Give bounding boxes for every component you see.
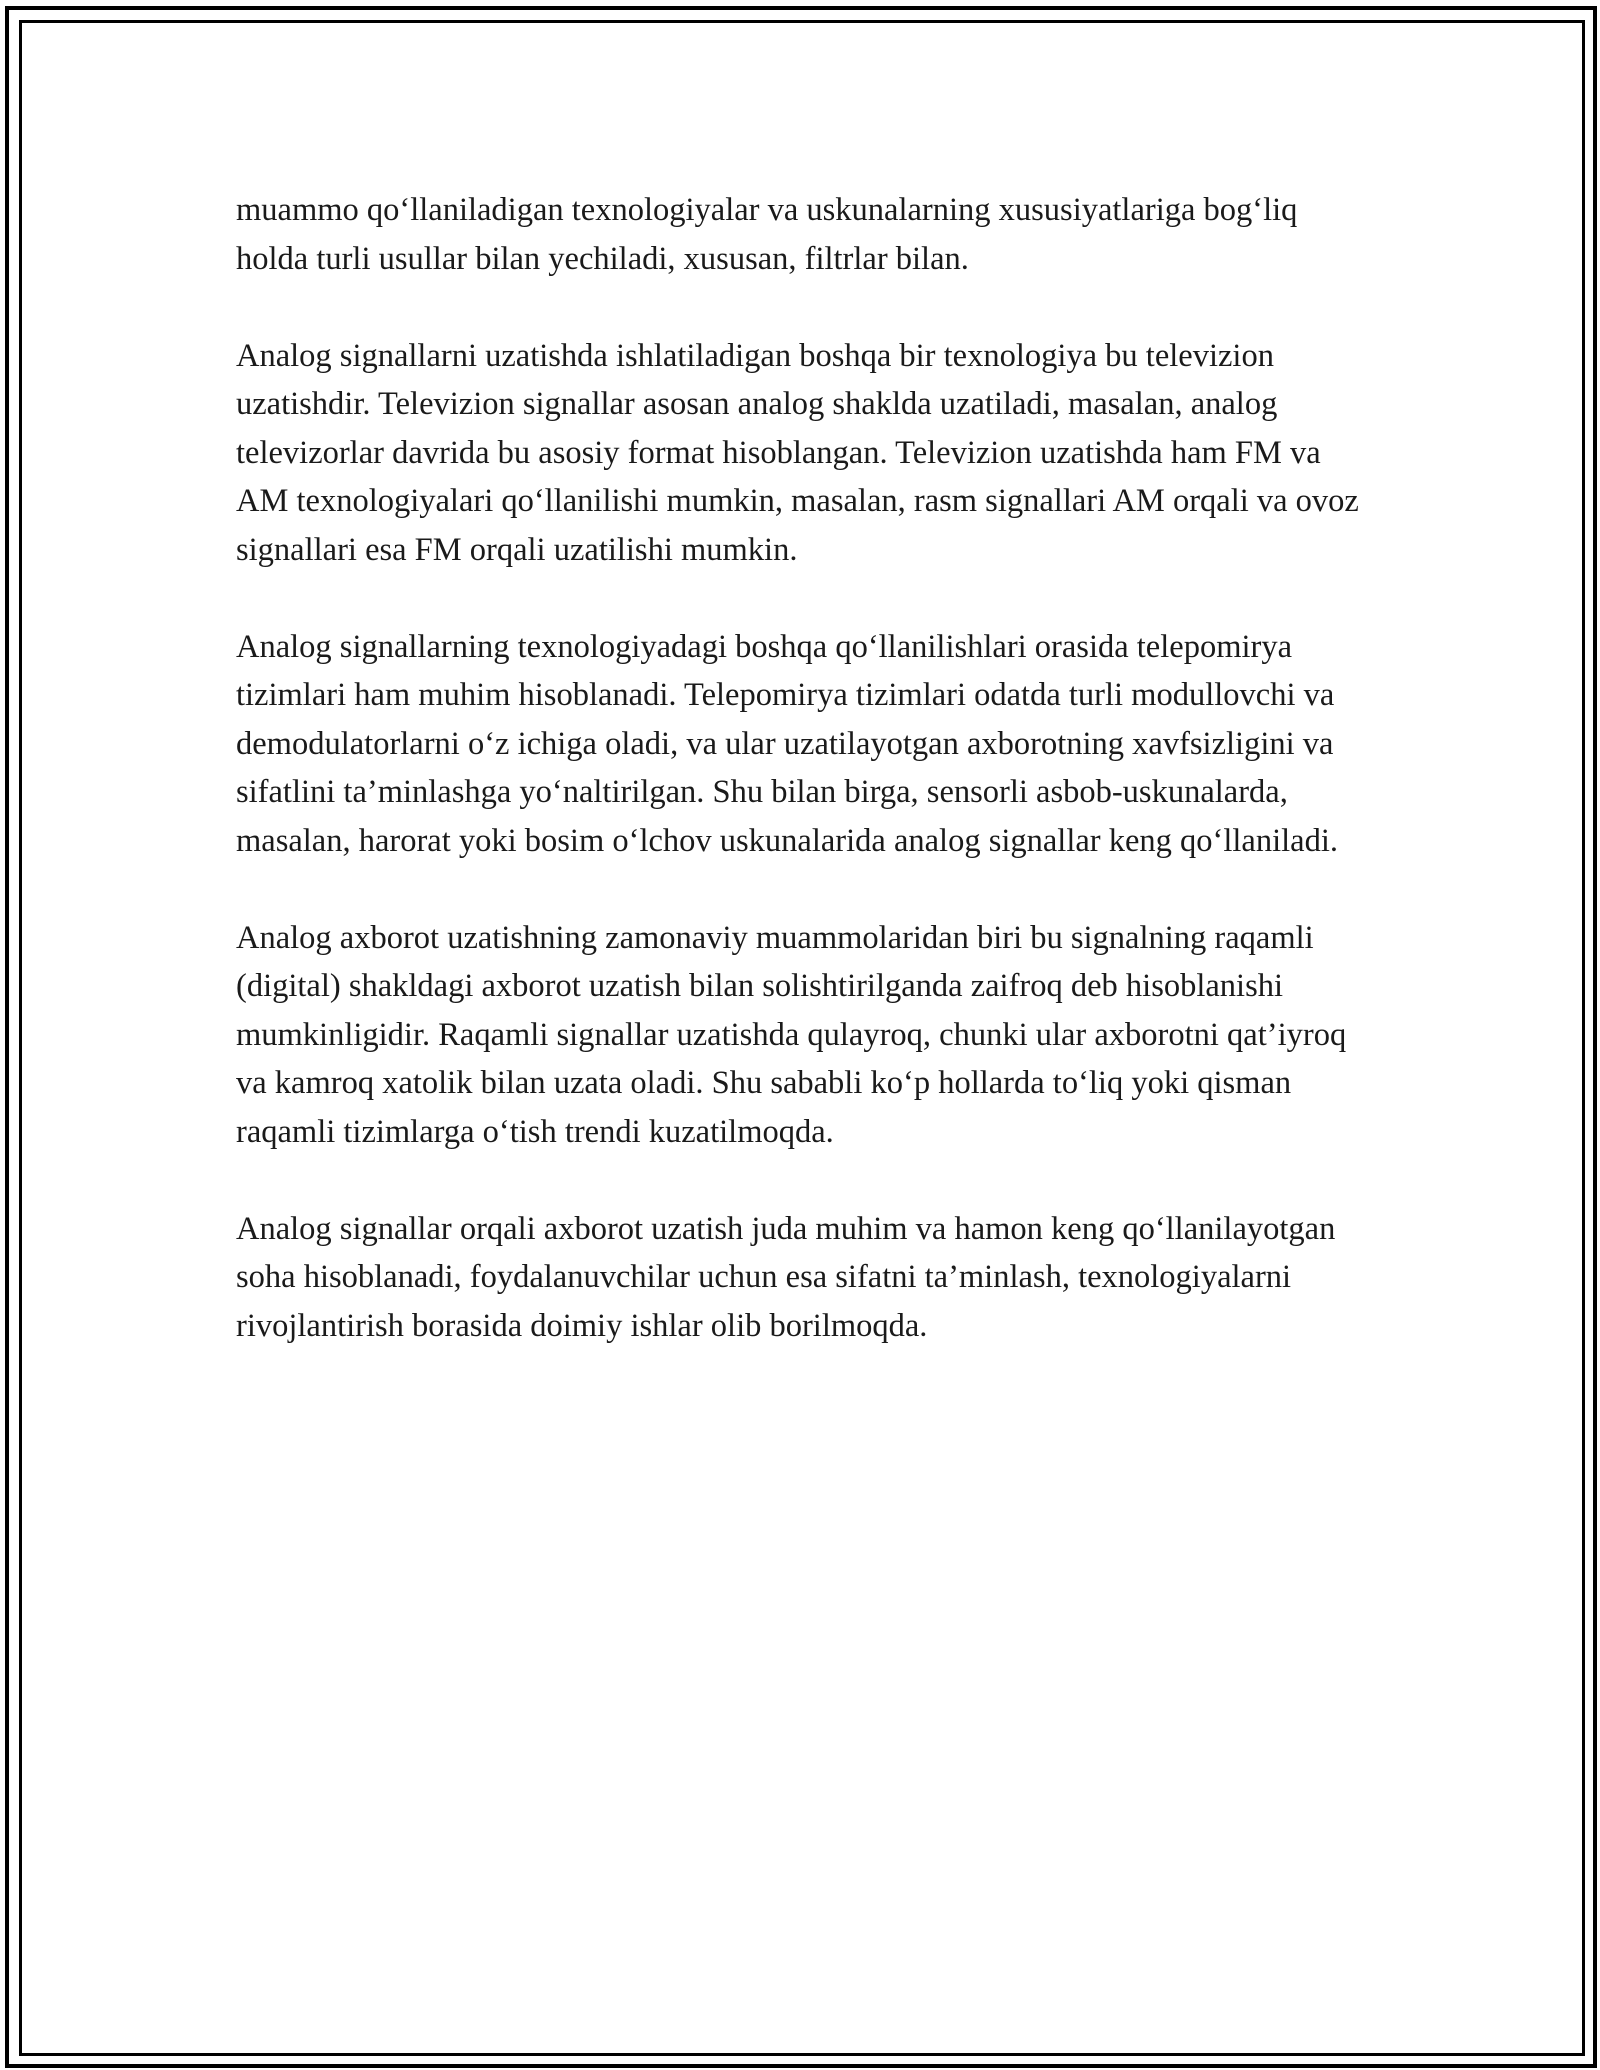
paragraph: muammo qo‘llaniladigan texnologiyalar va uskunalarning xususiyatlariga bog‘liq holda turli usullar bilan yechiladi, xususan, filtrlar bilan. (236, 192, 1298, 277)
paragraph: Analog signallar orqali axborot uzatish juda muhim va hamon keng qo‘llanilayotgan soha hisoblanadi, foydalanuvchilar uchun esa sifatni ta’minlash, texnologiyalarni rivojlantirish borasida doimiy ishlar olib borilmoqda. (236, 1210, 1336, 1344)
document-body (236, 186, 1366, 1399)
paragraph: Analog signallarni uzatishda ishlatiladigan boshqa bir texnologiya bu televizion uzatishdir. Televizion signallar asosan analog shaklda uzatiladi, masalan, analog televizorlar davrida bu asosiy format hisoblangan. Televizion uzatishda ham FM va AM texnologiyalari qo‘llanilishi mumkin, masalan, rasm signallari AM orqali va ovoz signallari esa FM orqali uzatilishi mumkin. (236, 337, 1359, 568)
paragraph: Analog axborot uzatishning zamonaviy muammolaridan biri bu signalning raqamli (digital) shakldagi axborot uzatish bilan solishtirilganda zaifroq deb hisoblanishi mumkinligidir. Raqamli signallar uzatishda qulayroq, chunki ular axborotni qat’iyroq va kamroq xatolik bilan uzata oladi. Shu sababli ko‘p hollarda to‘liq yoki qisman raqamli tizimlarga o‘tish trendi kuzatilmoqda. (236, 919, 1347, 1150)
paragraph: Analog signallarning texnologiyadagi boshqa qo‘llanilishlari orasida telepomirya tizimlari ham muhim hisoblanadi. Telepomirya tizimlari odatda turli modullovchi va demodulatorlarni o‘z ichiga oladi, va ular uzatilayotgan axborotning xavfsizligini va sifatlini ta’minlashga yo‘naltirilgan. Shu bilan birga, sensorli asbob-uskunalarda, masalan, harorat yoki bosim o‘lchov uskunalarida analog signallar keng qo‘llaniladi. (236, 628, 1338, 859)
